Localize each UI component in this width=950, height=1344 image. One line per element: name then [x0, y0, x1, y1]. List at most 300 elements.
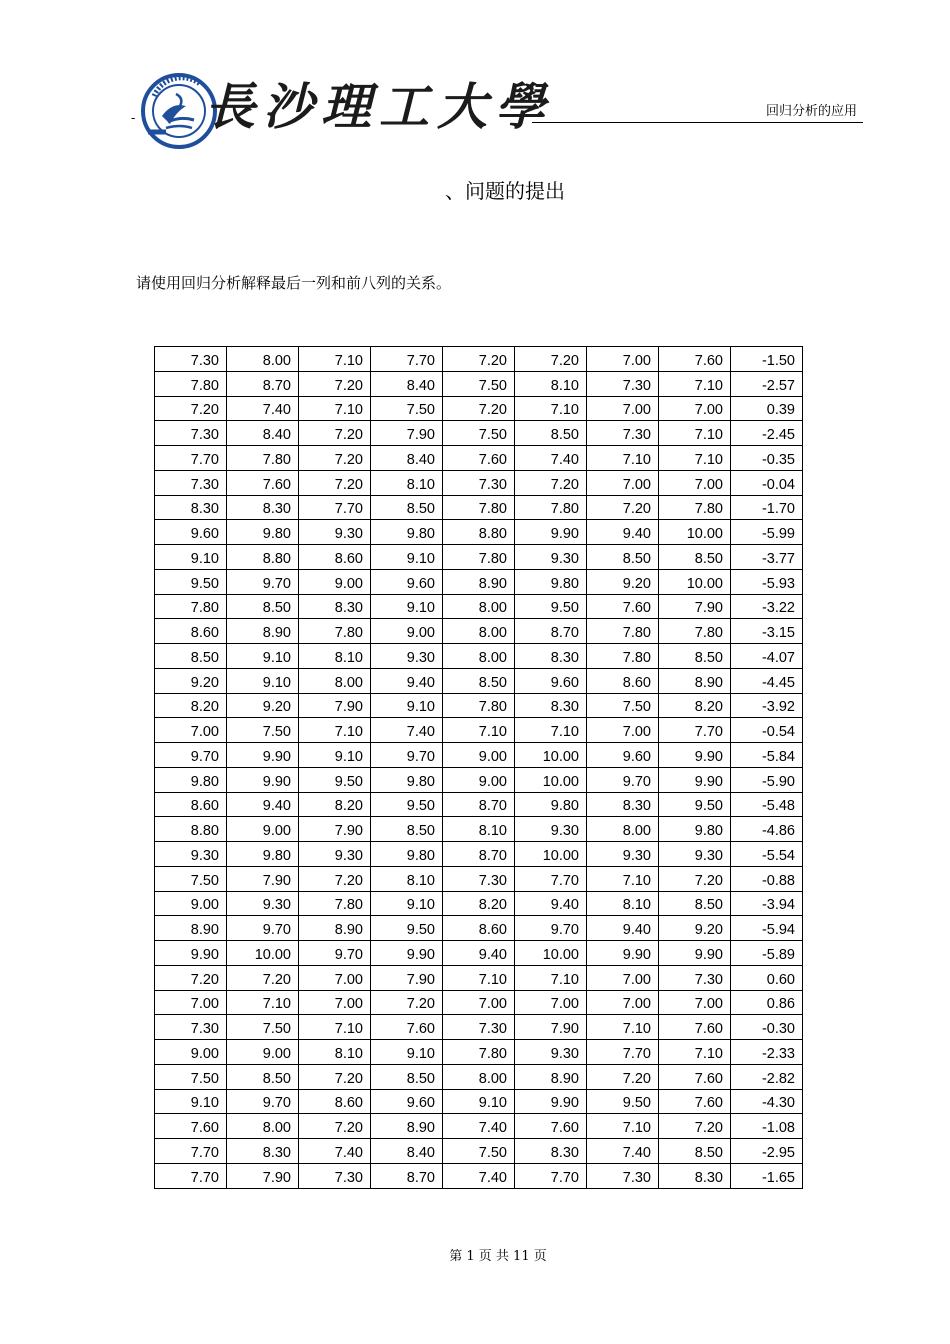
table-cell: 7.40 — [443, 1114, 515, 1139]
table-cell: 8.40 — [371, 371, 443, 396]
table-cell: 8.00 — [443, 644, 515, 669]
table-row — [155, 916, 803, 941]
table-cell: -3.77 — [731, 545, 803, 570]
table-cell: 8.10 — [515, 371, 587, 396]
table-cell: 7.60 — [155, 1114, 227, 1139]
page-header — [0, 0, 950, 160]
table-cell: 8.60 — [587, 668, 659, 693]
table-cell: 7.00 — [515, 990, 587, 1015]
table-cell: 7.80 — [587, 619, 659, 644]
table-cell: -1.70 — [731, 495, 803, 520]
table-cell: -2.45 — [731, 421, 803, 446]
table-cell: 8.00 — [443, 594, 515, 619]
table-cell: 7.30 — [155, 421, 227, 446]
table-cell: 9.90 — [227, 743, 299, 768]
table-cell: 8.70 — [443, 842, 515, 867]
table-row — [155, 668, 803, 693]
table-cell: 7.30 — [443, 1015, 515, 1040]
table-cell: 9.00 — [155, 1040, 227, 1065]
table-cell: 7.00 — [587, 470, 659, 495]
table-cell: 7.50 — [443, 1139, 515, 1164]
table-cell: 9.10 — [371, 594, 443, 619]
table-cell: 7.30 — [155, 470, 227, 495]
table-cell: 8.30 — [227, 1139, 299, 1164]
table-cell: 0.39 — [731, 396, 803, 421]
table-cell: 7.80 — [299, 619, 371, 644]
table-cell: -5.93 — [731, 569, 803, 594]
table-cell: 0.60 — [731, 965, 803, 990]
table-cell: 7.00 — [299, 990, 371, 1015]
table-cell: 9.10 — [227, 668, 299, 693]
table-cell: 7.30 — [659, 965, 731, 990]
table-cell: 7.20 — [371, 990, 443, 1015]
table-cell: 7.80 — [659, 495, 731, 520]
table-cell: 9.80 — [227, 520, 299, 545]
table-cell: 9.00 — [371, 619, 443, 644]
table-cell: 8.10 — [371, 866, 443, 891]
table-cell: 7.10 — [443, 718, 515, 743]
table-cell: 7.20 — [659, 866, 731, 891]
table-cell: 9.60 — [587, 743, 659, 768]
table-cell: 7.00 — [587, 718, 659, 743]
table-cell: 9.10 — [371, 693, 443, 718]
table-row — [155, 1139, 803, 1164]
table-cell: 7.20 — [299, 1114, 371, 1139]
table-cell: 7.00 — [587, 965, 659, 990]
table-cell: 7.40 — [299, 1139, 371, 1164]
table-cell: 9.10 — [371, 1040, 443, 1065]
table-cell: 7.20 — [299, 371, 371, 396]
table-row — [155, 891, 803, 916]
table-cell: 9.70 — [515, 916, 587, 941]
table-cell: 8.90 — [227, 619, 299, 644]
table-cell: -3.22 — [731, 594, 803, 619]
table-cell: 8.10 — [587, 891, 659, 916]
table-cell: 9.30 — [659, 842, 731, 867]
table-cell: 9.80 — [371, 767, 443, 792]
table-cell: 8.20 — [155, 693, 227, 718]
table-cell: 9.30 — [515, 1040, 587, 1065]
table-cell: 7.70 — [515, 866, 587, 891]
table-row — [155, 619, 803, 644]
table-cell: 7.10 — [299, 396, 371, 421]
table-cell: 7.20 — [299, 421, 371, 446]
table-cell: 9.60 — [371, 1089, 443, 1114]
table-cell: 7.80 — [443, 1040, 515, 1065]
table-cell: 9.60 — [155, 520, 227, 545]
table-cell: 7.30 — [587, 1163, 659, 1188]
table-cell: 8.50 — [227, 1064, 299, 1089]
table-cell: -1.08 — [731, 1114, 803, 1139]
table-cell: 7.80 — [587, 644, 659, 669]
table-cell: 9.90 — [515, 1089, 587, 1114]
table-row — [155, 842, 803, 867]
table-cell: 8.90 — [659, 668, 731, 693]
table-cell: -0.88 — [731, 866, 803, 891]
table-cell: -3.15 — [731, 619, 803, 644]
table-cell: 8.50 — [155, 644, 227, 669]
table-cell: 7.20 — [299, 866, 371, 891]
table-cell: 8.50 — [371, 495, 443, 520]
header-rule — [532, 122, 863, 123]
table-cell: 7.30 — [155, 1015, 227, 1040]
table-cell: 9.10 — [371, 545, 443, 570]
table-row — [155, 347, 803, 372]
table-cell: 8.50 — [659, 545, 731, 570]
table-cell: 8.20 — [299, 792, 371, 817]
table-cell: -4.30 — [731, 1089, 803, 1114]
table-cell: 8.10 — [299, 1040, 371, 1065]
table-cell: 8.50 — [371, 1064, 443, 1089]
table-cell: 9.00 — [227, 1040, 299, 1065]
table-row — [155, 1114, 803, 1139]
table-cell: 7.10 — [659, 421, 731, 446]
table-row — [155, 1163, 803, 1188]
table-row — [155, 1040, 803, 1065]
table-cell: 7.60 — [227, 470, 299, 495]
table-cell: 9.90 — [659, 767, 731, 792]
table-row — [155, 817, 803, 842]
table-cell: 9.00 — [227, 817, 299, 842]
table-cell: 9.40 — [515, 891, 587, 916]
table-cell: -5.89 — [731, 941, 803, 966]
table-row — [155, 446, 803, 471]
table-cell: 7.00 — [155, 718, 227, 743]
table-cell: 8.40 — [227, 421, 299, 446]
table-cell: 9.40 — [371, 668, 443, 693]
table-cell: 8.30 — [515, 693, 587, 718]
table-cell: -0.30 — [731, 1015, 803, 1040]
table-cell: 9.40 — [227, 792, 299, 817]
table-cell: 7.30 — [443, 470, 515, 495]
table-cell: 8.30 — [587, 792, 659, 817]
table-cell: 9.90 — [659, 743, 731, 768]
table-cell: 8.70 — [515, 619, 587, 644]
table-cell: 8.10 — [299, 644, 371, 669]
table-cell: 8.90 — [155, 916, 227, 941]
table-cell: 7.10 — [299, 1015, 371, 1040]
table-cell: 7.30 — [299, 1163, 371, 1188]
university-name-logo: 長沙理工大學 — [205, 77, 553, 136]
table-cell: 8.80 — [155, 817, 227, 842]
table-cell: 8.90 — [515, 1064, 587, 1089]
table-cell: 7.10 — [227, 990, 299, 1015]
table-cell: 7.10 — [299, 347, 371, 372]
table-cell: 9.50 — [515, 594, 587, 619]
table-cell: 7.70 — [155, 446, 227, 471]
table-cell: 7.50 — [155, 1064, 227, 1089]
table-cell: 7.40 — [227, 396, 299, 421]
table-cell: 7.40 — [443, 1163, 515, 1188]
table-cell: 10.00 — [659, 569, 731, 594]
table-cell: 7.20 — [587, 1064, 659, 1089]
table-cell: 9.30 — [299, 520, 371, 545]
table-cell: 7.10 — [515, 718, 587, 743]
table-cell: 7.30 — [155, 347, 227, 372]
table-row — [155, 520, 803, 545]
table-cell: -0.35 — [731, 446, 803, 471]
table-cell: 9.90 — [587, 941, 659, 966]
table-cell: 8.50 — [443, 668, 515, 693]
table-cell: 9.00 — [299, 569, 371, 594]
table-cell: 8.90 — [299, 916, 371, 941]
table-cell: 9.20 — [587, 569, 659, 594]
data-table-body — [155, 347, 803, 1189]
table-cell: 8.30 — [515, 1139, 587, 1164]
table-row — [155, 421, 803, 446]
table-cell: 7.60 — [659, 1015, 731, 1040]
table-cell: 8.40 — [371, 446, 443, 471]
table-cell: 9.80 — [659, 817, 731, 842]
table-cell: 9.90 — [515, 520, 587, 545]
table-cell: 8.70 — [227, 371, 299, 396]
table-cell: 8.50 — [659, 891, 731, 916]
table-cell: 7.20 — [299, 446, 371, 471]
table-row — [155, 1015, 803, 1040]
table-cell: 8.00 — [587, 817, 659, 842]
table-cell: 7.10 — [587, 1015, 659, 1040]
table-cell: 9.10 — [227, 644, 299, 669]
table-cell: 7.90 — [659, 594, 731, 619]
table-cell: 9.60 — [515, 668, 587, 693]
table-cell: 9.10 — [371, 891, 443, 916]
table-cell: 8.20 — [443, 891, 515, 916]
table-row — [155, 743, 803, 768]
table-cell: 7.30 — [443, 866, 515, 891]
table-cell: 9.30 — [515, 817, 587, 842]
table-cell: 9.50 — [371, 916, 443, 941]
table-cell: 8.60 — [443, 916, 515, 941]
table-cell: 8.80 — [227, 545, 299, 570]
table-cell: 9.00 — [155, 891, 227, 916]
table-cell: 7.00 — [587, 990, 659, 1015]
table-cell: 8.30 — [155, 495, 227, 520]
table-row — [155, 569, 803, 594]
table-cell: 7.10 — [659, 1040, 731, 1065]
table-cell: 7.00 — [587, 396, 659, 421]
table-cell: 8.60 — [155, 792, 227, 817]
table-cell: 9.80 — [515, 569, 587, 594]
table-cell: 7.90 — [227, 866, 299, 891]
table-cell: 9.50 — [299, 767, 371, 792]
table-cell: 7.20 — [443, 396, 515, 421]
table-row — [155, 941, 803, 966]
table-cell: -2.33 — [731, 1040, 803, 1065]
table-cell: 7.50 — [587, 693, 659, 718]
table-cell: 7.00 — [155, 990, 227, 1015]
table-cell: 7.70 — [155, 1163, 227, 1188]
section-title: 、问题的提出 — [445, 179, 565, 203]
table-cell: 9.40 — [587, 520, 659, 545]
table-cell: 9.40 — [443, 941, 515, 966]
table-cell: 7.40 — [515, 446, 587, 471]
table-cell: 9.00 — [443, 743, 515, 768]
table-cell: 7.60 — [515, 1114, 587, 1139]
table-cell: 7.70 — [371, 347, 443, 372]
table-cell: -5.90 — [731, 767, 803, 792]
table-cell: 7.30 — [587, 371, 659, 396]
table-cell: 7.50 — [227, 1015, 299, 1040]
table-cell: 9.30 — [515, 545, 587, 570]
table-cell: 8.50 — [659, 1139, 731, 1164]
table-row — [155, 495, 803, 520]
table-cell: 9.30 — [587, 842, 659, 867]
table-cell: 7.20 — [587, 495, 659, 520]
table-cell: -0.04 — [731, 470, 803, 495]
table-cell: 9.70 — [299, 941, 371, 966]
table-cell: 7.00 — [659, 396, 731, 421]
table-row — [155, 866, 803, 891]
table-cell: 9.80 — [227, 842, 299, 867]
table-cell: 7.50 — [443, 371, 515, 396]
table-cell: 9.10 — [443, 1089, 515, 1114]
table-cell: -5.94 — [731, 916, 803, 941]
table-row — [155, 693, 803, 718]
table-cell: 7.50 — [371, 396, 443, 421]
table-cell: 7.90 — [299, 693, 371, 718]
table-cell: 9.60 — [371, 569, 443, 594]
table-cell: 7.10 — [587, 1114, 659, 1139]
table-cell: 8.50 — [227, 594, 299, 619]
table-cell: 8.90 — [443, 569, 515, 594]
table-cell: 9.90 — [155, 941, 227, 966]
table-cell: 7.60 — [659, 1064, 731, 1089]
table-cell: 7.10 — [515, 396, 587, 421]
table-cell: 8.70 — [443, 792, 515, 817]
table-row — [155, 1064, 803, 1089]
table-cell: 7.20 — [443, 347, 515, 372]
table-cell: 7.80 — [155, 371, 227, 396]
table-cell: 9.80 — [371, 842, 443, 867]
table-cell: 8.50 — [371, 817, 443, 842]
data-table — [154, 346, 803, 1189]
table-cell: -5.99 — [731, 520, 803, 545]
table-cell: 9.50 — [587, 1089, 659, 1114]
table-cell: 9.20 — [155, 668, 227, 693]
table-cell: 10.00 — [515, 743, 587, 768]
table-cell: 7.10 — [515, 965, 587, 990]
table-cell: 8.00 — [299, 668, 371, 693]
table-cell: 7.10 — [587, 866, 659, 891]
table-row — [155, 767, 803, 792]
table-cell: 7.70 — [587, 1040, 659, 1065]
table-cell: 8.00 — [227, 347, 299, 372]
table-cell: 9.50 — [155, 569, 227, 594]
table-cell: -4.45 — [731, 668, 803, 693]
table-cell: 7.90 — [371, 421, 443, 446]
table-cell: 9.30 — [299, 842, 371, 867]
table-cell: 7.90 — [515, 1015, 587, 1040]
table-cell: 7.80 — [227, 446, 299, 471]
table-cell: 8.80 — [443, 520, 515, 545]
table-cell: 9.70 — [227, 569, 299, 594]
table-cell: 7.20 — [299, 470, 371, 495]
table-cell: -2.95 — [731, 1139, 803, 1164]
table-row — [155, 644, 803, 669]
table-cell: 8.50 — [659, 644, 731, 669]
header-marker: - — [131, 111, 136, 125]
table-cell: 9.40 — [587, 916, 659, 941]
table-cell: 7.80 — [299, 891, 371, 916]
table-cell: 7.80 — [443, 545, 515, 570]
table-cell: 7.00 — [299, 965, 371, 990]
table-cell: 9.80 — [371, 520, 443, 545]
table-cell: 7.00 — [659, 990, 731, 1015]
table-cell: -4.86 — [731, 817, 803, 842]
table-cell: 7.80 — [515, 495, 587, 520]
table-cell: 9.20 — [659, 916, 731, 941]
table-cell: -5.54 — [731, 842, 803, 867]
table-cell: -4.07 — [731, 644, 803, 669]
page-footer: 第 1 页 共 11 页 — [449, 1249, 547, 1264]
table-cell: 7.60 — [587, 594, 659, 619]
table-cell: 9.90 — [371, 941, 443, 966]
table-cell: 7.80 — [659, 619, 731, 644]
table-cell: 7.00 — [443, 990, 515, 1015]
table-cell: 10.00 — [515, 941, 587, 966]
table-row — [155, 718, 803, 743]
table-cell: 7.40 — [371, 718, 443, 743]
table-row — [155, 470, 803, 495]
table-row — [155, 396, 803, 421]
table-cell: 7.10 — [659, 371, 731, 396]
table-cell: -5.84 — [731, 743, 803, 768]
table-cell: -0.54 — [731, 718, 803, 743]
table-cell: 10.00 — [227, 941, 299, 966]
table-cell: -3.94 — [731, 891, 803, 916]
table-cell: 7.90 — [299, 817, 371, 842]
table-cell: 8.50 — [515, 421, 587, 446]
table-cell: 8.00 — [227, 1114, 299, 1139]
table-cell: 10.00 — [515, 842, 587, 867]
table-cell: 7.90 — [227, 1163, 299, 1188]
table-cell: 8.00 — [443, 619, 515, 644]
table-cell: 7.20 — [155, 965, 227, 990]
table-cell: 9.70 — [587, 767, 659, 792]
table-row — [155, 545, 803, 570]
table-cell: 9.90 — [227, 767, 299, 792]
table-row — [155, 371, 803, 396]
table-cell: 9.70 — [227, 1089, 299, 1114]
table-cell: 7.10 — [443, 965, 515, 990]
table-cell: 9.20 — [227, 693, 299, 718]
table-cell: 9.30 — [155, 842, 227, 867]
table-cell: 7.30 — [587, 421, 659, 446]
table-cell: 7.00 — [587, 347, 659, 372]
table-cell: 7.60 — [443, 446, 515, 471]
table-row — [155, 1089, 803, 1114]
table-cell: 8.60 — [299, 545, 371, 570]
table-cell: 0.86 — [731, 990, 803, 1015]
document-title: 回归分析的应用 — [765, 104, 857, 119]
table-cell: 7.10 — [299, 718, 371, 743]
table-cell: 9.90 — [659, 941, 731, 966]
table-cell: 7.60 — [659, 347, 731, 372]
table-cell: 8.60 — [155, 619, 227, 644]
table-cell: 7.20 — [659, 1114, 731, 1139]
table-cell: 7.20 — [299, 1064, 371, 1089]
table-cell: 7.50 — [443, 421, 515, 446]
table-cell: 7.20 — [515, 470, 587, 495]
table-cell: 8.30 — [515, 644, 587, 669]
table-cell: 7.70 — [299, 495, 371, 520]
table-cell: 7.70 — [155, 1139, 227, 1164]
table-cell: 8.10 — [371, 470, 443, 495]
table-cell: 7.50 — [155, 866, 227, 891]
table-cell: -2.57 — [731, 371, 803, 396]
table-cell: 8.30 — [659, 1163, 731, 1188]
table-cell: 8.20 — [659, 693, 731, 718]
